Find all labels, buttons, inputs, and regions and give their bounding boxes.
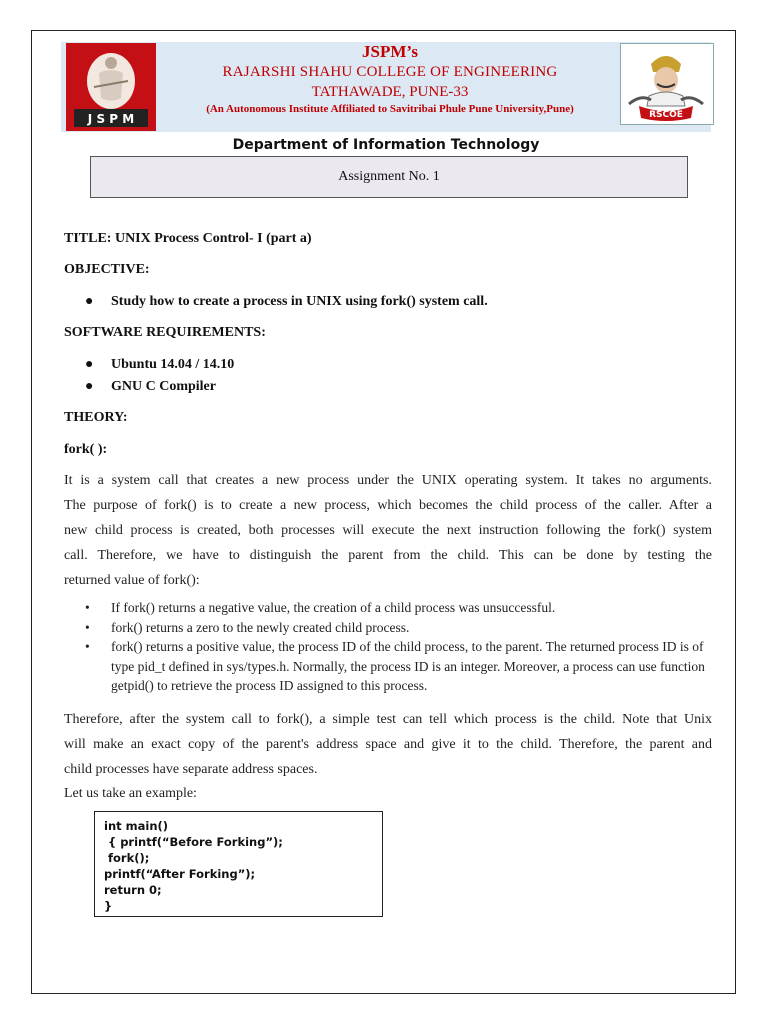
theory-paragraph-2 bbox=[64, 707, 712, 782]
bullet-icon: ● bbox=[85, 357, 94, 372]
jspm-logo-text: J S P M bbox=[87, 112, 135, 126]
assignment-box bbox=[90, 156, 688, 198]
code-line: { printf(“Before Forking”); bbox=[104, 835, 283, 849]
software-item-text: GNU C Compiler bbox=[111, 379, 216, 394]
list-item: • If fork() returns a negative value, the creation of a child process was unsuccessful. bbox=[85, 598, 715, 618]
paragraph-line: will make an exact copy of the parent's address space and give it to the child. Therefore, the parent and bbox=[64, 737, 712, 752]
code-line: } bbox=[104, 899, 113, 913]
title-line: TITLE: UNIX Process Control- I (part a) bbox=[64, 231, 312, 246]
list-item: • fork() returns a zero to the newly created child process. bbox=[85, 618, 715, 638]
objective-heading: OBJECTIVE: bbox=[64, 262, 150, 277]
paragraph-line: The purpose of fork() is to create a new process, which becomes the child process of the caller. After a bbox=[64, 498, 712, 513]
paragraph-line: child processes have separate address spaces. bbox=[64, 762, 318, 777]
example-intro: Let us take an example: bbox=[64, 786, 197, 801]
software-item bbox=[85, 379, 216, 395]
rscoe-logo-text: RSCOE bbox=[649, 110, 683, 120]
bullet-icon: ● bbox=[85, 294, 94, 309]
list-item: • fork() returns a positive value, the process ID of the child process, to the parent. The returned process ID is of type pid_t defined in sys/types.h. Normally, the process ID is an integer. Moreover, a process can use function getpid() to retrieve the process ID assigned to this process. bbox=[85, 637, 715, 696]
fork-subheading: fork( ): bbox=[64, 442, 108, 457]
assignment-label: Assignment No. 1 bbox=[338, 169, 440, 184]
org-name: JSPM’s bbox=[361, 42, 419, 61]
code-line: fork(); bbox=[104, 851, 150, 865]
theory-paragraph-1 bbox=[64, 468, 712, 593]
fork-return-list bbox=[85, 598, 715, 696]
software-item-text: Ubuntu 14.04 / 14.10 bbox=[111, 357, 235, 372]
college-affiliation: (An Autonomous Institute Affiliated to Savitribai Phule Pune University,Pune) bbox=[206, 103, 574, 115]
objective-item-text: Study how to create a process in UNIX using fork() system call. bbox=[111, 294, 488, 309]
rscoe-logo bbox=[620, 43, 714, 125]
code-line: return 0; bbox=[104, 883, 162, 897]
objective-item bbox=[85, 294, 488, 310]
department-title: Department of Information Technology bbox=[232, 137, 540, 153]
software-item bbox=[85, 357, 234, 373]
code-line: printf(“After Forking”); bbox=[104, 867, 256, 881]
paragraph-line: It is a system call that creates a new process under the UNIX operating system. It takes no arguments. bbox=[64, 473, 712, 488]
theory-heading: THEORY: bbox=[64, 410, 128, 425]
paragraph-line: returned value of fork(): bbox=[64, 573, 200, 588]
software-heading: SOFTWARE REQUIREMENTS: bbox=[64, 325, 266, 340]
college-city: TATHAWADE, PUNE-33 bbox=[311, 84, 469, 100]
jspm-logo bbox=[66, 43, 156, 131]
college-name: RAJARSHI SHAHU COLLEGE OF ENGINEERING bbox=[222, 64, 558, 80]
bullet-icon: • bbox=[85, 600, 90, 615]
bullet-icon: • bbox=[85, 639, 90, 654]
paragraph-line: call. Therefore, we have to distinguish the parent from the child. This can be done by testing the bbox=[64, 548, 712, 563]
code-line: int main() bbox=[104, 819, 169, 833]
paragraph-line: Therefore, after the system call to fork(), a simple test can tell which process is the child. Note that Unix bbox=[64, 712, 712, 727]
paragraph-line: new child process is created, both processes will execute the next instruction following the fork() system bbox=[64, 523, 712, 538]
bullet-icon: • bbox=[85, 619, 90, 635]
code-example bbox=[94, 811, 383, 917]
bullet-icon: ● bbox=[85, 379, 94, 394]
